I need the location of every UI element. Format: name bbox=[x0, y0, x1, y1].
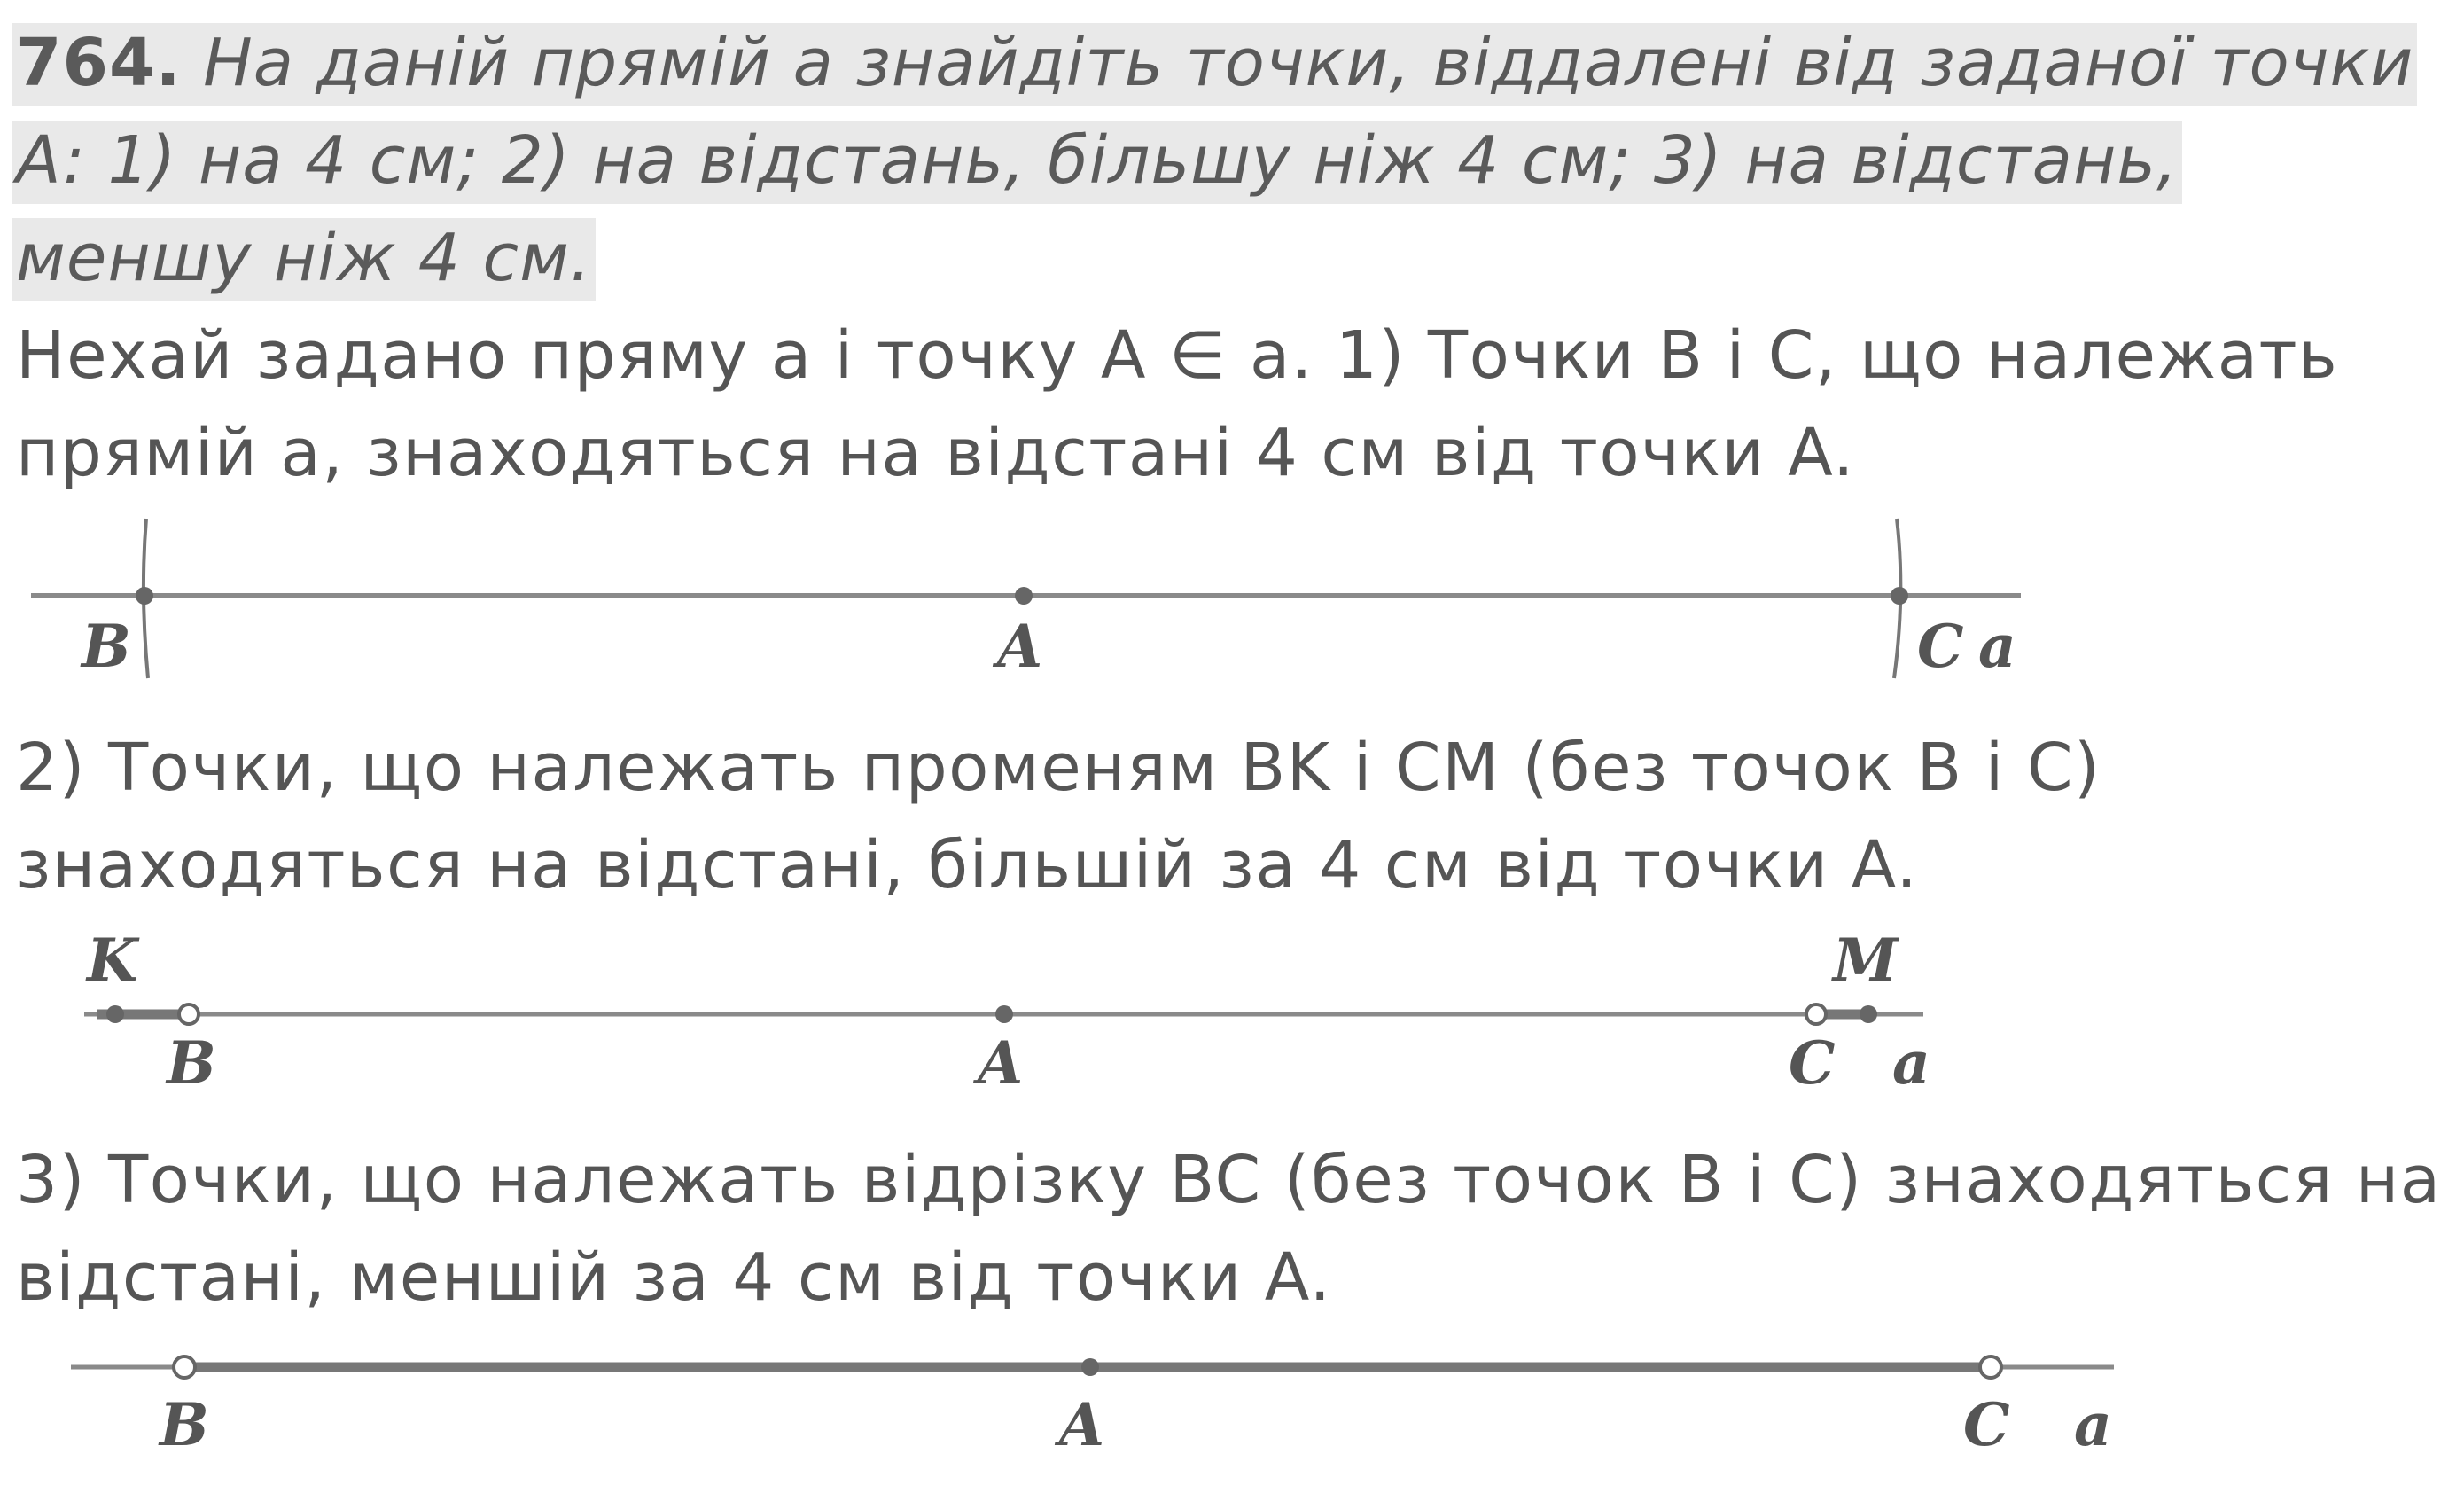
solution-part-2 bbox=[16, 719, 2462, 914]
problem-number: 764. bbox=[16, 25, 182, 101]
problem-text-2: A: 1) на 4 см; 2) на відстань, більшу ніж 4 см; 3) на відстань, bbox=[12, 121, 2182, 204]
label-b: B bbox=[167, 1028, 216, 1098]
point-a bbox=[995, 1005, 1013, 1023]
point-a bbox=[1015, 587, 1033, 605]
label-line-a: a bbox=[1978, 612, 2016, 681]
problem-line-1 bbox=[12, 14, 2459, 112]
label-a: A bbox=[1059, 1390, 1105, 1459]
problem-line-3 bbox=[12, 209, 2459, 307]
problem-line-2 bbox=[12, 112, 2459, 209]
point-c bbox=[1891, 587, 1908, 605]
point-c-open bbox=[1980, 1356, 2001, 1378]
part1-line-1: Нехай задано пряму a і точку A ∈ a. 1) Точки B і C, що належать bbox=[16, 317, 2339, 394]
label-a: A bbox=[997, 612, 1043, 681]
problem-text-3: меншу ніж 4 см. bbox=[12, 218, 596, 301]
label-c: C bbox=[1789, 1028, 1836, 1098]
label-k: K bbox=[87, 926, 138, 995]
part1-line-2: прямій a, знаходяться на відстані 4 см від точки A. bbox=[16, 415, 1855, 491]
figure-1-line-a bbox=[0, 505, 2464, 692]
figure-3-segment bbox=[0, 1277, 2464, 1481]
label-line-a: a bbox=[2074, 1390, 2112, 1459]
part3-line-1: 3) Точки, що належать відрізку BC (без точок B і C) знаходяться на bbox=[16, 1142, 2442, 1218]
label-a: A bbox=[978, 1028, 1024, 1098]
label-b: B bbox=[82, 612, 131, 681]
problem-statement bbox=[12, 14, 2459, 307]
label-m: M bbox=[1833, 926, 1899, 995]
problem-text-1: На даній прямій a знайдіть точки, віддалені від заданої точки bbox=[203, 25, 2414, 101]
point-m bbox=[1860, 1005, 1877, 1023]
part2-line-2: знаходяться на відстані, більшій за 4 см від точки A. bbox=[16, 827, 1919, 903]
label-c: C bbox=[1963, 1390, 2010, 1459]
figure-2-rays bbox=[0, 922, 2464, 1108]
label-line-a: a bbox=[1892, 1028, 1930, 1098]
point-b-open bbox=[179, 1004, 199, 1024]
part3-line-2: відстані, меншій за 4 см від точки A. bbox=[16, 1239, 1332, 1316]
point-k bbox=[106, 1005, 124, 1023]
point-c-open bbox=[1806, 1004, 1826, 1024]
point-a bbox=[1081, 1358, 1099, 1376]
solution-part-1 bbox=[16, 307, 2462, 502]
label-b: B bbox=[160, 1390, 209, 1459]
point-b bbox=[136, 587, 153, 605]
point-b-open bbox=[174, 1356, 195, 1378]
label-c: C bbox=[1917, 612, 1964, 681]
part2-line-1: 2) Точки, що належать променям BK і CM (без точок B і C) bbox=[16, 730, 2101, 806]
